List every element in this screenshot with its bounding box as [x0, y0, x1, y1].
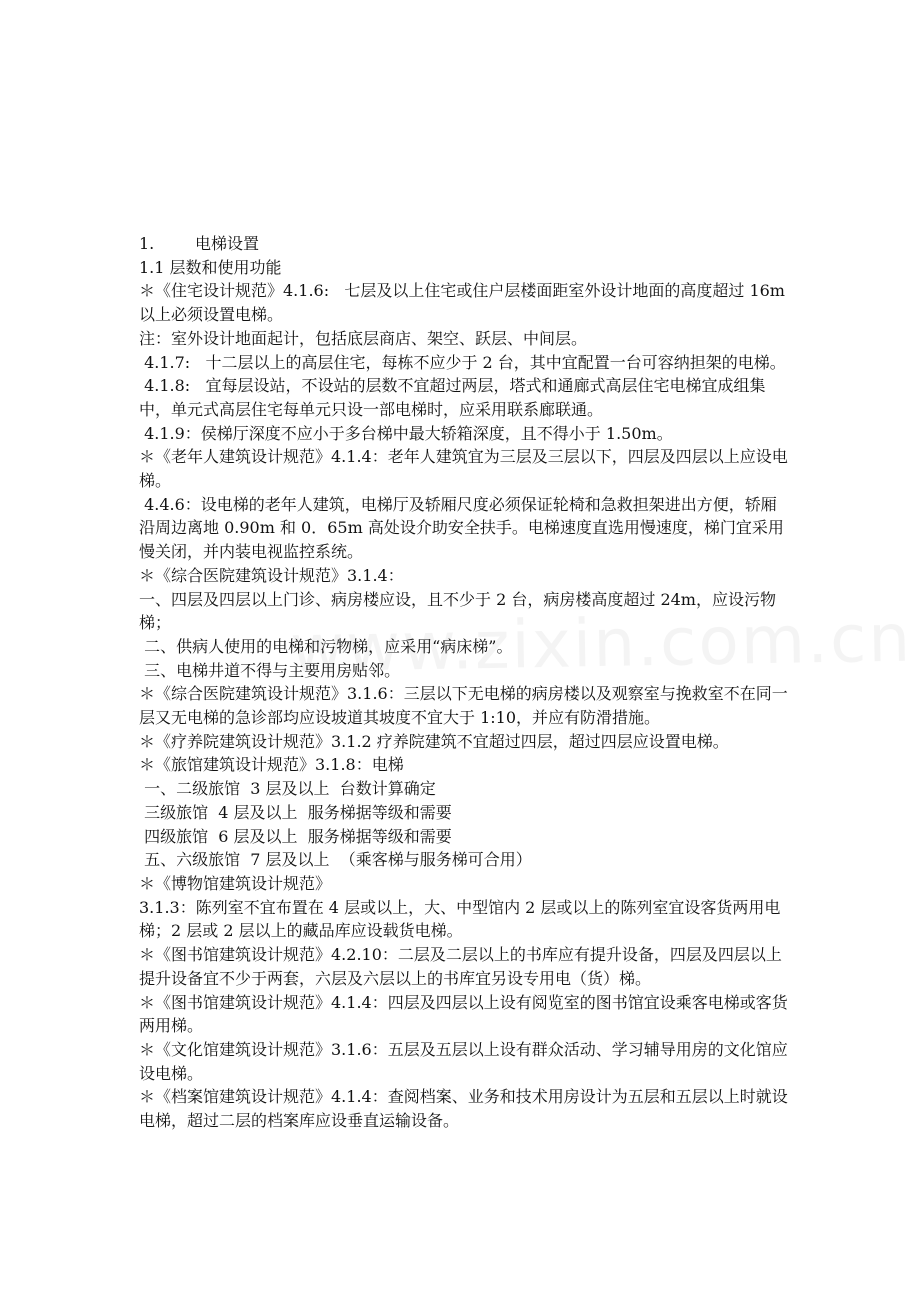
- document-body: [139, 232, 791, 1133]
- paragraph: 4.1.8: 宜每层设站，不设站的层数不宜超过两层，塔式和通廊式高层住宅电梯宜成组集中，单元式高层住宅每单元只设一部电梯时，应采用联系廊联通。: [139, 376, 766, 419]
- paragraph: ＊《博物馆建筑设计规范》: [139, 873, 332, 893]
- paragraph: ＊《住宅设计规范》4.1.6: 七层及以上住宅或住户层楼面距室外设计地面的高度超过 16m 以上必须设置电梯。: [139, 281, 791, 325]
- paragraph: ＊《综合医院建筑设计规范》3.1.6：三层以下无电梯的病房楼以及观察室与挽救室不在同一层又无电梯的急诊部均应设坡道其坡度不宜大于 1:10，并应有防滑措施。: [139, 684, 788, 728]
- paragraph: 注：室外设计地面起计，包括底层商店、架空、跃层、中间层。: [139, 328, 588, 348]
- paragraph: ＊《图书馆建筑设计规范》4.1.4：四层及四层以上设有阅览室的图书馆宜设乘客电梯或客货两用梯。: [139, 992, 788, 1036]
- paragraph: ＊《图书馆建筑设计规范》4.2.10：二层及二层以上的书库应有提升设备，四层及四层以上提升设备宜不少于两套，六层及六层以上的书库宜另设专用电（货）梯。: [139, 945, 782, 988]
- section-heading: 1. 电梯设置: [139, 234, 259, 253]
- paragraph: 4.1.7: 十二层以上的高层住宅，每栋不应少于 2 台，其中宜配置一台可容纳担架的电梯。: [139, 352, 786, 372]
- paragraph: 二、供病人使用的电梯和污物梯，应采用“病床梯”。: [139, 636, 513, 656]
- subsection-heading: 1.1 层数和使用功能: [139, 257, 282, 277]
- list-item: 四级旅馆 6 层及以上 服务梯据等级和需要: [139, 826, 452, 846]
- paragraph: 3.1.3：陈列室不宜布置在 4 层或以上，大、中型馆内 2 层或以上的陈列室宜设客货两用电梯；2 层或 2 层以上的藏品库应设载货电梯。: [139, 897, 781, 941]
- paragraph: ＊《综合医院建筑设计规范》3.1.4：: [139, 565, 404, 585]
- paragraph: ＊《老年人建筑设计规范》4.1.4：老年人建筑宜为三层及三层以下，四层及四层以上应设电梯。: [139, 447, 788, 491]
- paragraph: ＊《旅馆建筑设计规范》3.1.8：电梯: [139, 755, 404, 775]
- list-item: 三级旅馆 4 层及以上 服务梯据等级和需要: [139, 802, 452, 822]
- paragraph: 4.1.9：侯梯厅深度不应小于多台梯中最大轿箱深度，且不得小于 1.50m。: [139, 423, 673, 443]
- paragraph: 三、电梯井道不得与主要用房贴邻。: [139, 660, 401, 680]
- list-item: 一、二级旅馆 3 层及以上 台数计算确定: [139, 779, 436, 799]
- paragraph: ＊《文化馆建筑设计规范》3.1.6：五层及五层以上设有群众活动、学习辅导用房的文化馆应设电梯。: [139, 1039, 788, 1083]
- paragraph: ＊《疗养院建筑设计规范》3.1.2 疗养院建筑不宜超过四层，超过四层应设置电梯。: [139, 731, 729, 751]
- paragraph: ＊《档案馆建筑设计规范》4.1.4：查阅档案、业务和技术用房设计为五层和五层以上时就设电梯，超过二层的档案库应设垂直运输设备。: [139, 1087, 788, 1131]
- list-item: 五、六级旅馆 7 层及以上 （乘客梯与服务梯可合用）: [139, 850, 532, 870]
- paragraph: 一、四层及四层以上门诊、病房楼应设，且不少于 2 台，病房楼高度超过 24m，应设污物梯；: [139, 589, 776, 633]
- paragraph: 4.4.6：设电梯的老年人建筑，电梯厅及轿厢尺度必须保证轮椅和急救担架进出方便，轿厢沿周边离地 0.90m 和 0．65m 高处设介助安全扶手。电梯速度直选用慢速度，梯门宜采用慢关闭，并内装电视监控系统。: [139, 494, 784, 562]
